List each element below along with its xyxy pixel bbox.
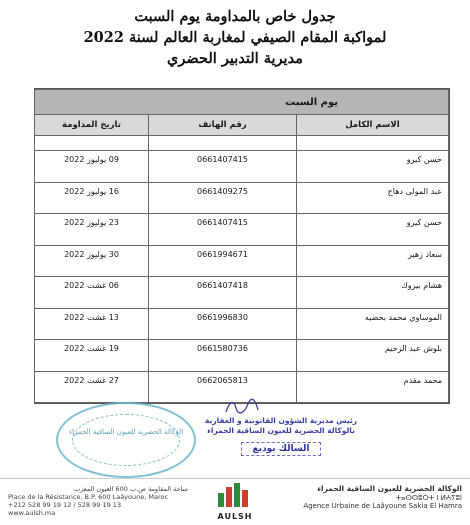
title-line-3: مديرية التدبير الحضري xyxy=(167,50,303,67)
footer-address xyxy=(8,485,188,517)
logo-icon xyxy=(206,481,264,509)
table-row xyxy=(35,245,449,277)
cell-name: حسن كيرو xyxy=(297,151,449,183)
day-header-row xyxy=(35,90,449,115)
address-ar: ساحة المقاومة ص.ب 600 العيون المغرب xyxy=(73,485,188,493)
table-row xyxy=(35,151,449,183)
agency-logo xyxy=(206,481,264,521)
signatory-stamp xyxy=(196,416,366,456)
table-row xyxy=(35,214,449,246)
cell-phone: 0662065813 xyxy=(149,371,297,403)
stamp-inner-ring xyxy=(72,414,180,466)
footer-web: www.aulsh.ma xyxy=(8,509,56,517)
col-header-phone: رقم الهاتف xyxy=(149,115,297,136)
official-stamp xyxy=(56,402,196,478)
cell-phone: 0661407415 xyxy=(149,151,297,183)
cell-name: عبد المولى دهاج xyxy=(297,182,449,214)
cell-name: الموساوي محمد بحضيه xyxy=(297,308,449,340)
agency-name-fr: Agence Urbaine de Laâyoune Sakia El Hamra xyxy=(303,502,462,510)
title-line-1: جدول خاص بالمداومة يوم السبت xyxy=(134,8,336,25)
letterhead-footer xyxy=(0,478,470,525)
cell-phone: 0661407415 xyxy=(149,214,297,246)
cell-phone: 0661996830 xyxy=(149,308,297,340)
signatory-name: السالك بوديع xyxy=(241,442,320,456)
cell-phone: 0661580736 xyxy=(149,340,297,372)
cell-name: سعاد زهير xyxy=(297,245,449,277)
agency-name-ar: الوكالة الحضرية للعيون الساقية الحمراء xyxy=(317,484,462,493)
cell-phone: 0661994671 xyxy=(149,245,297,277)
col-header-date: تاريخ المداومة xyxy=(35,115,149,136)
column-header-row xyxy=(35,115,449,136)
cell-phone: 0661407418 xyxy=(149,277,297,309)
cell-date: 19 غشت 2022 xyxy=(35,340,149,372)
address-fr: Place de la Résistance, B.P. 600 Laâyoune, Maroc xyxy=(8,493,169,501)
table-row xyxy=(35,277,449,309)
handwritten-signature xyxy=(222,398,262,416)
col-header-name: الاسم الكامل xyxy=(297,115,449,136)
footer-phone: +212 528 99 19 12 / 528 99 19 13 xyxy=(8,501,122,509)
table-row xyxy=(35,308,449,340)
cell-name: هشام بيروك xyxy=(297,277,449,309)
cell-date: 27 غشت 2022 xyxy=(35,371,149,403)
cell-name: بلوش عبد الرحيم xyxy=(297,340,449,372)
day-label: يوم السبت xyxy=(35,90,449,115)
document-header xyxy=(0,6,470,69)
table-row xyxy=(35,182,449,214)
table-row xyxy=(35,340,449,372)
signature-area xyxy=(0,398,470,478)
logo-text: AULSH xyxy=(217,512,253,521)
cell-date: 30 يوليوز 2022 xyxy=(35,245,149,277)
cell-date: 06 غشت 2022 xyxy=(35,277,149,309)
cell-name: حسن كيرو xyxy=(297,214,449,246)
signatory-title-1: رئيس مديرية الشؤون القانونية و العقارية xyxy=(204,416,358,425)
spacer-row xyxy=(35,136,449,151)
duty-table xyxy=(34,88,450,404)
footer-agency xyxy=(284,485,462,511)
title-line-2: لمواكبة المقام الصيفي لمغاربة العالم لسنة 2022 xyxy=(83,29,387,46)
cell-date: 13 غشت 2022 xyxy=(35,308,149,340)
cell-date: 09 يوليوز 2022 xyxy=(35,151,149,183)
cell-date: 16 يوليوز 2022 xyxy=(35,182,149,214)
cell-name: محمد مقدم xyxy=(297,371,449,403)
stamp-text: الوكالة الحضرية للعيون الساقية الحمراء xyxy=(68,428,184,436)
cell-date: 23 يوليوز 2022 xyxy=(35,214,149,246)
cell-phone: 0661409275 xyxy=(149,182,297,214)
signatory-title-2: بالوكالة الحضرية للعيون الساقية الحمراء xyxy=(207,426,355,435)
agency-name-tifinagh: ⵜⴰⵙⵙⵓⵔⵜ ⵏ ⵍⵄⵢⵓⵏ xyxy=(395,493,462,502)
